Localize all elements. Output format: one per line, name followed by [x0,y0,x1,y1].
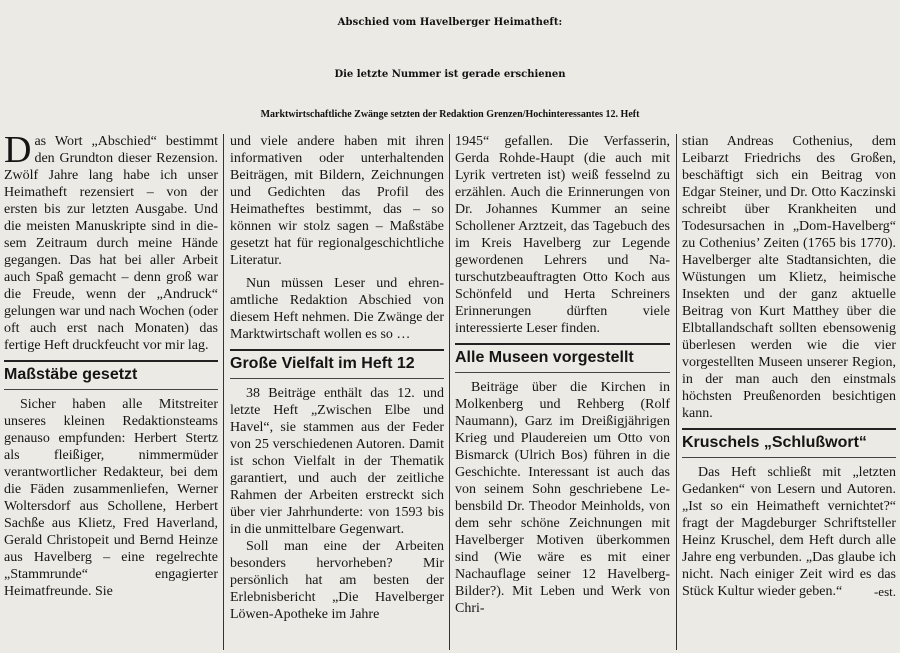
section-heading-massstaebe: Maßstäbe gesetzt [4,360,218,390]
column-2 [230,133,444,623]
headline-line-1: Abschied vom Havelberger Heimatheft: [337,17,563,28]
section-heading-schlusswort: Kruschels „Schlußwort“ [682,428,896,458]
column-rule-2 [449,134,450,650]
paragraph: stian Andreas Cothenius, dem Leibarzt Friedrichs des Großen, beschäftigt sich ein Beitrag von Edgar Steiner, und Dr. Otto Kaczinski schreibt über Krankheiten und Todesursachen in „Dom-Havelberg“ zu Cothenius’ Zeiten (1765 bis 1770). Havelberger alte Stadtansichten, die Wüstungen um Klietz, heimische Insekten und der ganz aktuelle Beitrag von Kurt Matthey über die Elbtallandschaft sollten ebensowenig überlesen werden wie die vier vorgestellten Museen unserer Region, in der man auch den einstmals höchsten Preußenorden besichtigen kann. [682,134,896,421]
paragraph: 38 Beiträge enthält das 12. und letzte Heft „Zwischen Elbe und Havel“, sie stammen aus der Feder von 25 verschiedenen Autoren. Damit ist schon Vielfalt in der Thematik garantiert, und auch der zeitliche Rahmen der Arbeiten erstreckt sich über vier Jahrhunderte: von 1593 bis in die unmittelbare Gegenwart. [230,386,444,537]
column-rule-1 [223,134,224,650]
section-heading-museen: Alle Museen vorgestellt [455,343,670,373]
column-rule-3 [676,134,677,650]
paragraph: Sicher haben alle Mitstreiter unseres kleinen Redaktionsteams genauso empfunden: Herbert Stertz als fleißiger, nimmermüder verantwortlicher Redakteur, bei dem die Fäden zusammenliefen, Werner Woltersdorf aus Schollene, Herbert Sachße aus Klietz, Fred Haverland, Gerald Christopeit und Bernd Heinze aus Havelberg – eine regelrechte „Stammrunde“ engagierter Heimatfreunde. Sie [4,397,218,599]
subheadline: Marktwirtschaftliche Zwänge setzten der Redaktion Grenzen/Hochinteressantes 12. Heft [260,109,640,120]
author-signature: -est. [873,584,896,599]
paragraph: 1945“ gefallen. Die Verfasserin, Gerda Rohde-Haupt (die auch mit Lyrik vertreten ist) weiß fesselnd zu erzählen. Auch die Erinnerungen von Dr. Johannes Kummer an seine Schollener Arztzeit, das Tagebuch des im Kreis Havelberg zur Legende gewordenen Lehrers und Naturschutzbeauftragten Otto Koch aus Schönfeld und Herta Schreiners Erinnerungen dürften viele interessierte Leser finden. [455,134,670,336]
column-1 [4,129,218,600]
section-heading-vielfalt: Große Vielfalt im Heft 12 [230,349,444,379]
headline-line-2: Die letzte Nummer ist gerade erschienen [334,69,566,80]
intro-paragraph: Das Wort „Abschied“ bestimmt den Grundton dieser Rezension. Zwölf Jahre lang habe ich unser Heimatheft rezensiert – von der ersten bis zur letzten Ausgabe. Und die meisten Manuskripte sind in diesem Zeitraum durch meine Hände gegangen. Das hat bei aller Arbeit auch Spaß gemacht – denn groß war die Freude, wenn der „Andruck“ gelungen war und nach Wochen (oder oft auch erst nach Monaten) das fertige Heft druckfeucht vor mir lag. [4,129,218,353]
paragraph: Beiträge über die Kirchen in Molkenberg und Rehberg (Rolf Naumann), Garz im Dreißigjährigen Krieg und Plaudereien um Otto von Bismarck (Ulrich Bos) führen in die Geschichte. Interessant ist auch das von seinem Sohn geschriebene Lebensbild Dr. Theodor Meinholds, von dem sehr schöne Zeichnungen mit Havelberger Motiven überkommen sind (Wie wäre es mit einer Nachauflage seiner 12 Havelberg-Bilder?). Mit Leben und Werk von Chri- [455,380,670,616]
column-4 [682,133,896,600]
paragraph: Das Heft schließt mit „letzten Gedanken“ von Lesern und Autoren. „Ist so ein Heimatheft vernichtet?“ fragt der Magdeburger Schriftsteller Heinz Kruschel, dem Heft durch alle Jahre eng verbunden. „Das glaube ich nicht. Nach einiger Zeit wird es das Stück Kultur wieder geben.“ -est. [682,465,896,599]
paragraph: und viele andere haben mit ihren informativen oder unterhaltenden Beiträgen, mit Bildern, Zeichnungen und Gedichten das Profil des Heimatheftes bestimmt, das – so können wir stolz sagen – Maßstäbe gesetzt hat für regionalgeschichtliche Literatur. [230,134,444,268]
paragraph: Soll man eine der Arbeiten besonders hervorheben? Mir persönlich hat am besten der Erlebnisbericht „Die Havelberger Löwen-Apotheke im Jahre [230,539,444,622]
paragraph: Nun müssen Leser und ehrenamtliche Redaktion Abschied von diesem Heft nehmen. Die Zwänge der Marktwirtschaft wollen es so … [230,276,444,342]
drop-cap: D [4,129,32,171]
column-3 [455,133,670,617]
